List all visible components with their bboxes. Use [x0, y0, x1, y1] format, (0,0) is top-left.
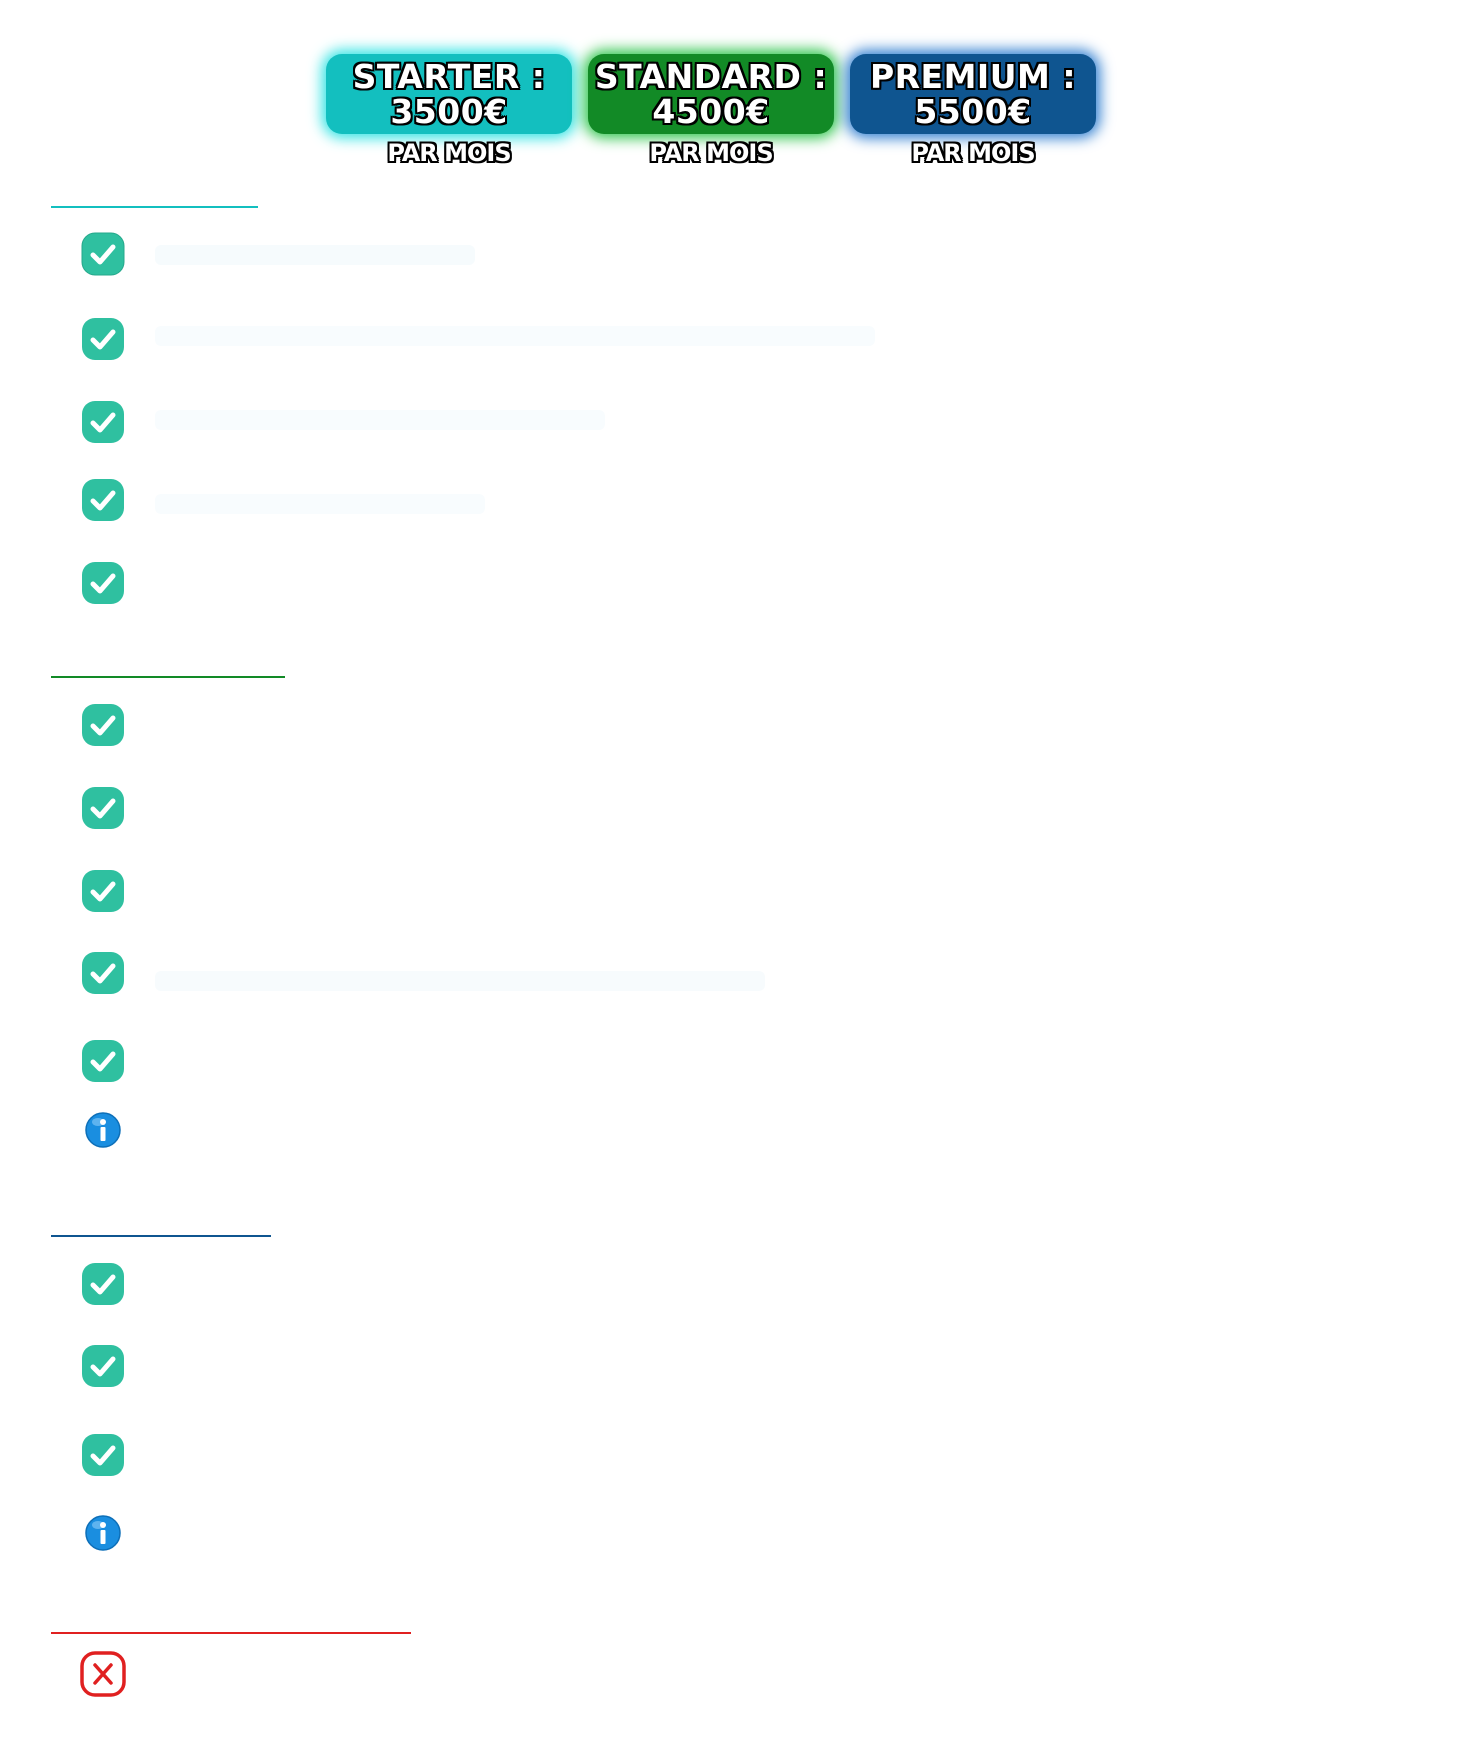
plan-starter-name: STARTER : — [352, 57, 546, 96]
plan-standard-box[interactable] — [588, 54, 834, 134]
section-premium-divider — [51, 1235, 271, 1237]
faded-text — [155, 971, 765, 991]
check-icon — [81, 478, 125, 522]
plan-premium-box[interactable] — [850, 54, 1096, 134]
check-icon — [81, 317, 125, 361]
faded-text — [155, 410, 605, 430]
check-icon — [81, 703, 125, 747]
plan-standard-name: STANDARD : — [594, 57, 828, 96]
check-icon — [81, 561, 125, 605]
faded-text — [155, 494, 485, 514]
section-excluded-divider — [51, 1632, 411, 1634]
check-icon — [81, 1433, 125, 1477]
check-icon — [81, 786, 125, 830]
check-icon — [81, 1039, 125, 1083]
plan-starter-price: 3500€ — [390, 92, 508, 131]
plan-standard-price: 4500€ — [652, 92, 770, 131]
cross-icon — [80, 1651, 126, 1697]
info-icon — [85, 1112, 121, 1148]
plan-premium[interactable] — [850, 54, 1096, 168]
faded-text — [155, 245, 475, 265]
check-icon — [81, 869, 125, 913]
pricing-plans — [0, 54, 1472, 174]
check-icon — [81, 232, 125, 276]
check-icon — [81, 400, 125, 444]
plan-premium-period: PAR MOIS — [911, 139, 1035, 167]
plan-standard[interactable] — [588, 54, 834, 168]
plan-premium-price: 5500€ — [914, 92, 1032, 131]
check-icon — [81, 1344, 125, 1388]
plan-starter-period: PAR MOIS — [387, 139, 511, 167]
faded-text — [155, 326, 875, 346]
section-starter-divider — [51, 206, 258, 208]
section-standard-divider — [51, 676, 285, 678]
info-icon — [85, 1515, 121, 1551]
plan-premium-name: PREMIUM : — [869, 57, 1077, 96]
plan-starter[interactable] — [326, 54, 572, 168]
check-icon — [81, 1262, 125, 1306]
plan-starter-box[interactable] — [326, 54, 572, 134]
plan-standard-period: PAR MOIS — [649, 139, 773, 167]
check-icon — [81, 951, 125, 995]
